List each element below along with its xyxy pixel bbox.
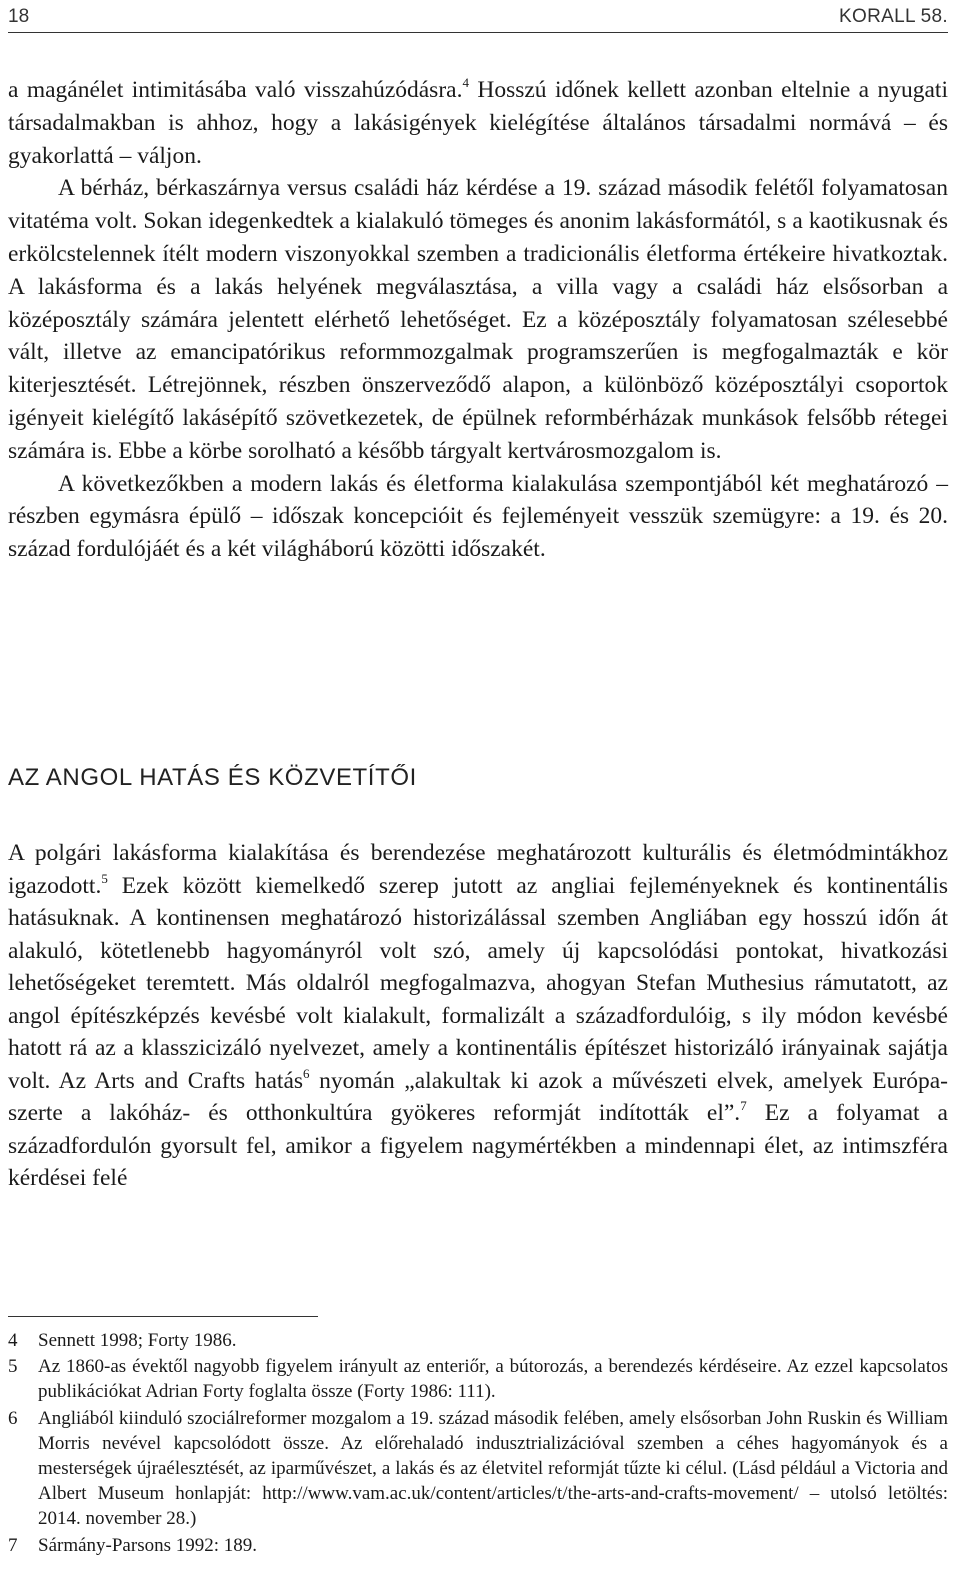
section-heading: AZ ANGOL HATÁS ÉS KÖZVETÍTŐI: [8, 764, 417, 791]
footnote-ref[interactable]: 7: [740, 1098, 747, 1113]
footnote-divider: [8, 1316, 318, 1317]
footnote-text: Az 1860-as évektől nagyobb figyelem irányult az enteriőr, a bútorozás, a berendezés kérdéseire. Az ezzel kapcsolatos publikációkat Adrian Forty foglalta össze (Forty 1986: 111).: [38, 1356, 948, 1403]
page-number: 18: [8, 6, 30, 27]
footnote: [8, 1533, 948, 1558]
footnote-text: Sennett 1998; Forty 1986.: [38, 1330, 237, 1351]
paragraph: A polgári lakásforma kialakítása és berendezése meghatározott kulturális és életmódmintákhoz igazodott.$^5$ Ezek között kiemelkedő szerep jutott az angliai fejleményeknek és kontinentális hatásuknak. A kontinensen meghatározó historizálással szemben Angliában egy hosszú időn át alakuló, kötetlenebb hagyományról volt szó, amely új kapcsolódási pontokat, hivatkozási lehetőségeket teremtett. Más oldalról megfogalmazva, ahogyan Stefan Muthesius rámutatott, az angol építészképzés kevésbé volt kialakult, formalizált a századfordulóig, s ily módon kevésbé hatott rá az a klasszicizáló nyelvezet, amely a kontinentális építészet historizáló irányainak sajátja volt. Az Arts and Crafts hatás$^6$ nyomán „alakultak ki azok a művészeti elvek, amelyek Európa-szerte a lakóház- és otthonkultúra gyökeres reformját indították el”.$^7$ Ez a folyamat a századfordulón gyorsult fel, amikor a figyelem nagymértékben a mindennapi élet, az intimszféra kérdései felé: [8, 840, 948, 1191]
footnote-number: 6: [8, 1407, 18, 1429]
document-page: [8, 0, 948, 1582]
footnotes: [8, 1328, 948, 1559]
journal-title: KORALL 58.: [839, 6, 948, 27]
footnote-text: Sármány-Parsons 1992: 189.: [38, 1534, 258, 1556]
footnote-text: Angliából kiinduló szociálreformer mozgalom a 19. század második felében, amely elsősorban John Ruskin és William Morris nevével kapcsolódott össze. Az előrehaladó indusztrializációval szemben a céhes hagyományok és a mesterségek újraélesztését, az iparművészet, a lakás és az életvitel reformját tűzte ki célul. (Lásd például a Victoria and Albert Museum honlapját: http://www.vam.ac.uk/content/articles/t/the-arts-and-crafts-movement/ – utolsó letöltés: 2014. november 28.): [38, 1407, 948, 1530]
footnote: [8, 1328, 948, 1353]
footnote-number: 7: [8, 1534, 18, 1556]
paragraph: A következőkben a modern lakás és életforma kialakulása szempontjából két meghatározó – részben egymásra épülő – időszak koncepcióit és fejleményeit vesszük szemügyre: a 19. és 20. század fordulójáét és a két világháború közötti időszakét.: [8, 470, 948, 563]
footnote: [8, 1354, 948, 1404]
footnote-ref[interactable]: 6: [303, 1065, 310, 1081]
running-header: [8, 2, 948, 33]
footnote-number: 5: [8, 1356, 18, 1378]
paragraph: a magánélet intimitásába való visszahúzódásra.$^4$ Hosszú időnek kellett azonban eltelnie a nyugati társadalmakban is ahhoz, hogy a lakásigények kielégítése általános társadalmi normává – és gyakorlattá – váljon.: [8, 75, 948, 169]
body-text-section-1: [8, 74, 948, 566]
paragraph: A bérház, bérkaszárnya versus családi ház kérdése a 19. század második felétől folyamatosan vitatéma volt. Sokan idegenkedtek a kialakuló tömeges és anonim lakásformától, s a kaotikusnak és erkölcstelennek ítélt modern viszonyokkal szemben a tradicionális életforma értékeire hivatkoztak. A lakásforma és a lakás helyének megválasztása, a villa vagy a családi ház elsősorban a középosztály számára jelentett elérhető lehetőséget. Ez a középosztály folyamatosan szélesebbé vált, illetve az emancipatórikus reformmozgalmak programszerűen is megfogalmazták e kör kiterjesztését. Létrejönnek, részben önszerveződő alapon, a különböző középosztályi csoportok igényeit kielégítő lakásépítő szövetkezetek, de épülnek reformbérházak munkások felsőbb rétegei számára is. Ebbe a körbe sorolható a később tárgyalt kertvárosmozgalom is.: [8, 175, 948, 464]
body-text-section-2: [8, 837, 948, 1195]
footnote-ref[interactable]: 4: [462, 75, 469, 90]
footnote: [8, 1406, 948, 1532]
footnote-number: 4: [8, 1330, 18, 1351]
footnote-ref[interactable]: 5: [101, 870, 108, 886]
